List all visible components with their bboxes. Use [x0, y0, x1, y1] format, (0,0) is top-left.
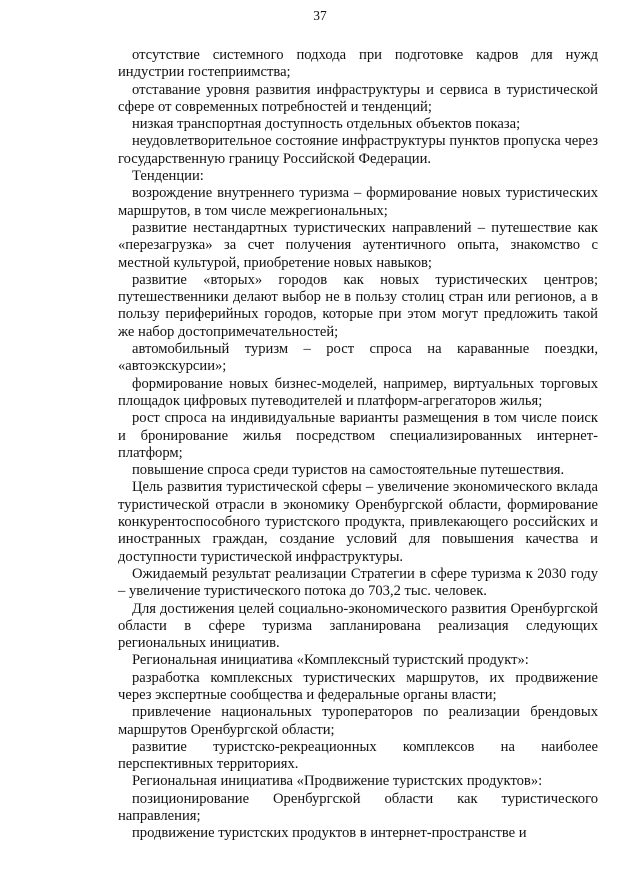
- paragraph: повышение спроса среди туристов на самостоятельные путешествия.: [132, 462, 565, 479]
- initiative-heading: Региональная инициатива «Продвижение туристских продуктов»:: [132, 773, 543, 790]
- paragraph: привлечение национальных туроператоров по реализации брендовых маршрутов Оренбургской области;: [118, 704, 598, 738]
- paragraph: рост спроса на индивидуальные варианты размещения в том числе поиск и бронирование жилья посредством специализированных интернет-платформ;: [118, 410, 598, 461]
- paragraph: развитие туристско-рекреационных комплексов на наиболее перспективных территориях.: [118, 738, 598, 773]
- section-heading: Тенденции:: [132, 168, 204, 185]
- page-number: 37: [313, 8, 327, 23]
- paragraph: низкая транспортная доступность отдельных объектов показа;: [132, 116, 521, 133]
- paragraph: возрождение внутреннего туризма – формирование новых туристических маршрутов, в том числе межрегиональных;: [118, 185, 598, 219]
- paragraph: Для достижения целей социально-экономического развития Оренбургской области в сфере туризма запланирована реализация следующих региональных инициатив.: [118, 600, 598, 652]
- paragraph: разработка комплексных туристических маршрутов, их продвижение через экспертные сообщества и федеральные органы власти;: [118, 669, 598, 703]
- body-text: [118, 47, 598, 843]
- paragraph: продвижение туристских продуктов в интернет-пространстве и: [132, 825, 527, 842]
- paragraph: позиционирование Оренбургской области как туристического направления;: [118, 790, 598, 825]
- paragraph: автомобильный туризм – рост спроса на караванные поездки, «автоэкскурсии»;: [118, 341, 598, 375]
- paragraph: Ожидаемый результат реализации Стратегии в сфере туризма к 2030 году – увеличение туристического потока до 703,2 тыс. человек.: [118, 565, 598, 600]
- paragraph: неудовлетворительное состояние инфраструктуры пунктов пропуска через государственную границу Российской Федерации.: [118, 133, 598, 167]
- paragraph: развитие нестандартных туристических направлений – путешествие как «перезагрузка» за счет получения аутентичного опыта, знакомство с местной культурой, приобретение новых навыков;: [118, 219, 598, 271]
- paragraph: отставание уровня развития инфраструктуры и сервиса в туристической сфере от современных потребностей и тенденций;: [118, 81, 598, 115]
- paragraph: Цель развития туристической сферы – увеличение экономического вклада туристической отрасли в экономику Оренбургской области, формирование конкурентоспособного туристского продукта, привлекающего российских и иностранных граждан, создание условий для повышения качества и доступности туристической инфраструктуры.: [118, 479, 598, 565]
- paragraph: формирование новых бизнес-моделей, например, виртуальных торговых площадок цифровых путеводителей и платформ-агрегаторов жилья;: [118, 375, 598, 409]
- paragraph: отсутствие системного подхода при подготовке кадров для нужд индустрии гостеприимства;: [118, 47, 598, 81]
- initiative-heading: Региональная инициатива «Комплексный туристский продукт»:: [132, 652, 529, 669]
- paragraph: развитие «вторых» городов как новых туристических центров; путешественники делают выбор не в пользу столиц стран или регионов, а в пользу периферийных городов, которые при этом могут предложить такой же набор достопримечательностей;: [118, 271, 598, 340]
